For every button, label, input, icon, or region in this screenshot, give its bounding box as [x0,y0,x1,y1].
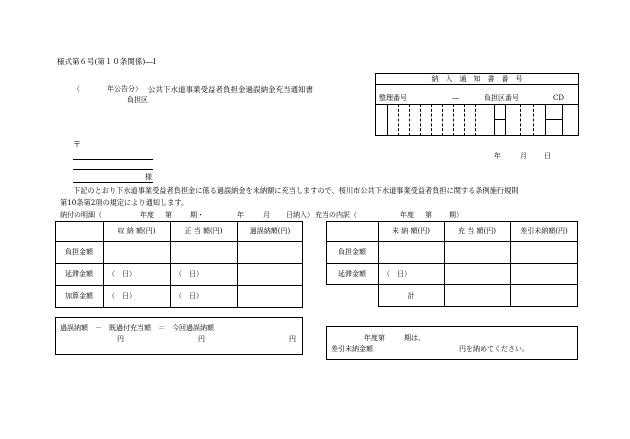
allocation-caption-term: 第 [425,211,432,219]
overpayment-unit-2: 円 [198,335,205,343]
form-number: 様式第６号(第１０条関係)―Ⅰ [57,57,156,66]
allocation-header-remaining: 差引未納額(円) [520,226,568,235]
allocation-caption-start: 充当の内訳（ [315,211,357,219]
payment-caption-month: 月 [263,211,270,219]
overpayment-unit-1: 円 [117,335,124,343]
allocation-total-label: 計 [407,291,415,300]
payment-header-overpaid: 過誤納額(円) [249,226,291,235]
notice-title: 公共下水道事業受益者負担金過誤納金充当通知書 [148,85,313,94]
allocation-caption-fiscal: 年度 [400,211,414,219]
payment-caption-year: 年 [237,211,244,219]
date-year: 年 [494,152,501,160]
payment-surcharge-days-received: （ 日） [108,292,136,300]
body-text-line1: 下記のとおり下水道事業受益者負担金に係る過誤納金を未納額に充当しますので、桜川市公共下水道事業受益者負担に関する条例施行規則 [73,186,519,195]
payment-caption-day: 日納入） [286,211,314,219]
allocation-delay-days: （ 日） [383,269,411,278]
payment-delay-days-received: （ 日） [108,269,136,278]
payment-caption-start: 納付の明細（ [60,211,102,219]
district-number-label: 負担区番号 [484,94,519,102]
notice-number-header: 納 入 通 知 書 番 号 [431,75,523,83]
notice-dash: ― [452,94,459,102]
payment-delay-days-correct: （ 日） [175,269,203,278]
payment-caption-term: 第 [165,211,172,219]
remaining-fiscal: 年度第 [364,334,385,342]
title-year-announce: 年公告分） [107,85,142,93]
payment-row-label: 加算金額 [65,292,93,300]
payment-caption-fiscal: 年度 [140,211,154,219]
allocation-row-label: 負担金額 [338,247,366,256]
payment-header-received: 収 納 額(円) [117,226,156,235]
allocation-row-label: 延滞金額 [338,269,366,278]
payment-surcharge-days-correct: （ 日） [175,292,203,300]
postal-mark: 〒 [73,140,81,149]
title-paren: （ [73,85,80,93]
honorific: 様 [145,173,152,181]
title-district: 負担区 [127,96,148,104]
allocation-header-unpaid: 未 納 額(円) [392,226,430,235]
date-month: 月 [520,152,527,160]
payment-header-correct: 正 当 額(円) [184,226,223,235]
address-line-2 [73,169,153,170]
overpayment-unit-3: 円 [289,335,296,343]
payment-caption-period: 期・ [190,211,204,219]
payment-row-label: 負担金額 [65,247,93,256]
remaining-label: 差引未納金額 [331,345,373,353]
body-text-line2: 第10条第2項の規定により通知します。 [60,198,189,207]
payment-row-label: 延滞金額 [65,269,93,278]
allocation-header-applied: 充 当 額(円) [458,226,496,235]
address-line-3 [73,182,153,183]
date-day: 日 [544,152,551,160]
cd-label: CD [553,94,564,102]
remaining-instruction: 円を納めてください。 [459,345,529,353]
overpayment-formula: 過誤納額 － 既過付充当額 ＝ 今回過誤納額 [60,324,214,332]
remaining-term: 期は、 [404,334,425,342]
allocation-caption-period: 期） [449,211,463,219]
address-line-1 [73,159,153,160]
reference-number-label: 整理番号 [379,94,407,102]
